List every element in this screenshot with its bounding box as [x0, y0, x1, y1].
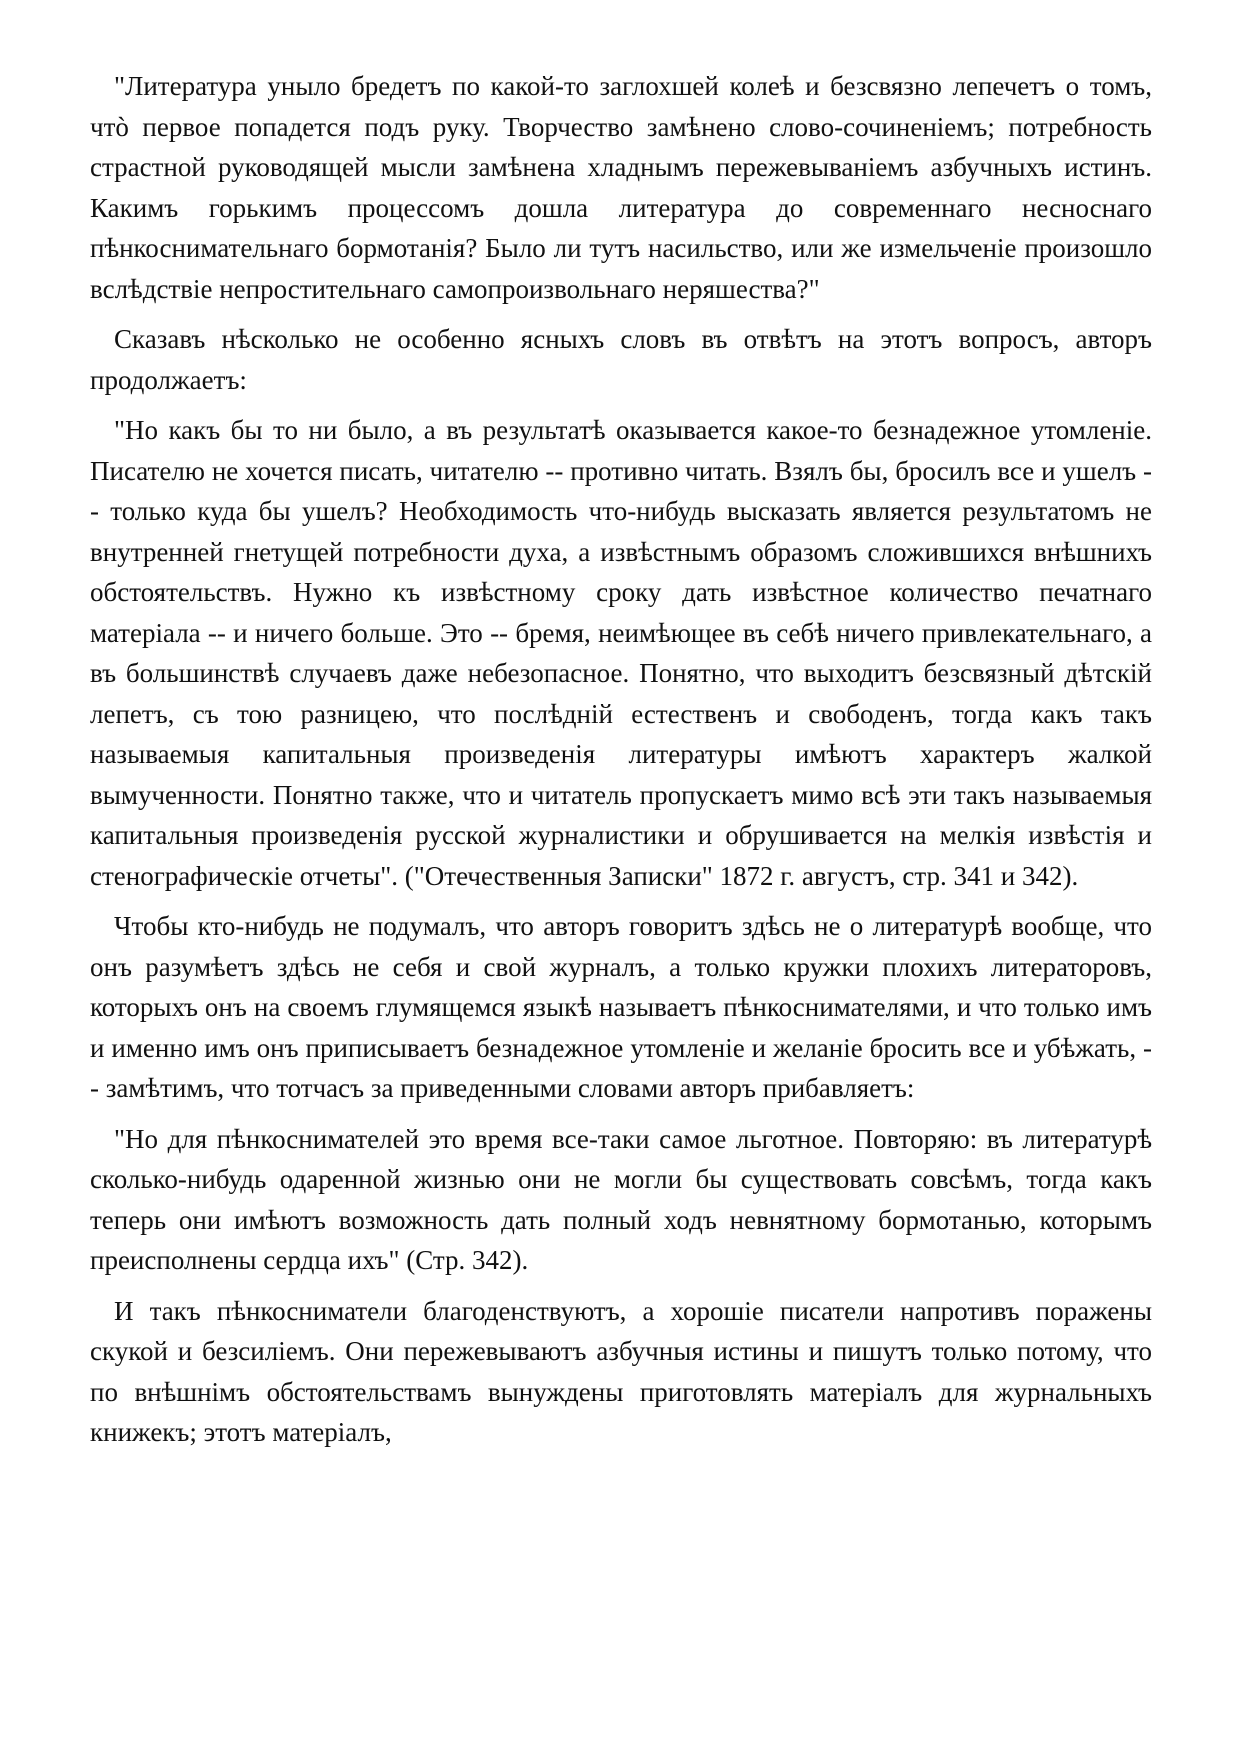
paragraph-6: И такъ пѣнкосниматели благоденствуютъ, а хорошіе писатели напротивъ поражены скукой и безсиліемъ. Они пережевываютъ азбучныя истины и пишутъ только потому, что по внѣшнімъ обстоятельствамъ вынуждены приготовлять матеріалъ для журнальныхъ книжекъ; этотъ матеріалъ,: [90, 1295, 1152, 1447]
paragraph-5: "Но для пѣнкоснимателей это время все-таки самое льготное. Повторяю: въ литературѣ сколько-нибудь одаренной жизнью они не могли бы существовать совсѣмъ, тогда какъ теперь они имѣютъ возможность дать полный ходъ невнятному бормотанью, которымъ преисполнены сердца ихъ" (Стр. 342).: [90, 1123, 1152, 1275]
paragraph-3: "Но какъ бы то ни было, а въ результатѣ оказывается какое-то безнадежное утомленіе. Писателю не хочется писать, читателю -- противно читать. Взялъ бы, бросилъ все и ушелъ -- только куда бы ушелъ? Необходимость что-нибудь высказать является результатомъ не внутренней гнетущей потребности духа, а извѣстнымъ образомъ сложившихся внѣшнихъ обстоятельствъ. Нужно къ извѣстному сроку дать извѣстное количество печатнаго матеріала -- и ничего больше. Это -- бремя, неимѣющее въ себѣ ничего привлекательнаго, а въ большинствѣ случаевъ даже небезопасное. Понятно, что выходитъ безсвязный дѣтскій лепетъ, съ тою разницею, что послѣдній естественъ и свободенъ, тогда какъ такъ называемыя капитальныя произведенія литературы имѣютъ характеръ жалкой вымученности. Понятно также, что и читатель пропускаетъ мимо всѣ эти такъ называемыя капитальныя произведенія русской журналистики и обрушивается на мелкія извѣстія и стенографическіе отчеты". ("Отечественныя Записки" 1872 г. августъ, стр. 341 и 342).: [90, 415, 1152, 891]
paragraph-4: Чтобы кто-нибудь не подумалъ, что авторъ говоритъ здѣсь не о литературѣ вообще, что онъ разумѣетъ здѣсь не себя и свой журналъ, а только кружки плохихъ литераторовъ, которыхъ онъ на своемъ глумящемся языкѣ называетъ пѣнкоснимателями, и что только имъ и именно имъ онъ приписываетъ безнадежное утомленіе и желаніе бросить все и убѣжать, -- замѣтимъ, что тотчасъ за приведенными словами авторъ прибавляетъ:: [90, 911, 1152, 1103]
paragraph-2: Сказавъ нѣсколько не особенно ясныхъ словъ въ отвѣтъ на этотъ вопросъ, авторъ продолжаетъ:: [90, 324, 1152, 395]
paragraph-1: "Литература уныло бредетъ по какой-то заглохшей колеѣ и безсвязно лепечетъ о томъ, чтò первое попадется подъ руку. Творчество замѣнено слово-сочиненіемъ; потребность страстной руководящей мысли замѣнена хладнымъ пережевываніемъ азбучныхъ истинъ. Какимъ горькимъ процессомъ дошла литература до современнаго несноснаго пѣнкоснимательнаго бормотанія? Было ли тутъ насильство, или же измельченіе произошло вслѣдствіе непростительнаго самопроизвольнаго неряшества?": [90, 71, 1152, 304]
document-page: [90, 66, 1152, 1463]
